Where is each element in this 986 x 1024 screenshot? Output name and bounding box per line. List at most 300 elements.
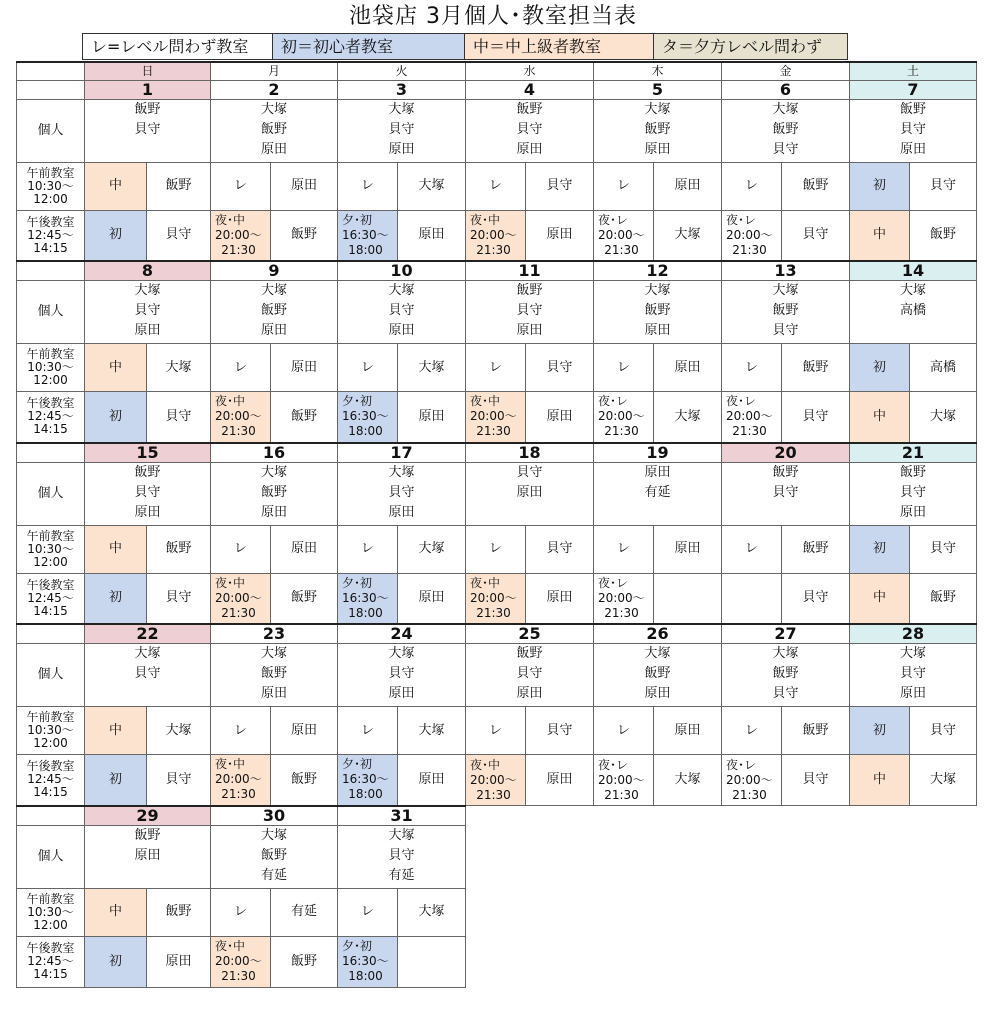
row-label-line: 午前教室 [26, 347, 75, 361]
pm-event-line: 20:00～ [598, 772, 645, 787]
staff-name: 貝守 [516, 121, 543, 137]
pm-staff: 飯野 [271, 755, 338, 806]
personal-staff [466, 644, 594, 707]
pm-level: 初 [85, 936, 147, 987]
staff-name: 原田 [899, 141, 926, 157]
pm-event-line: 夜･中 [215, 212, 246, 227]
am-level: レ [211, 707, 271, 755]
am-level: 中 [85, 888, 147, 936]
personal-staff [466, 99, 594, 162]
pm-event [211, 392, 271, 443]
staff-name: 原田 [644, 141, 671, 157]
staff-name: 原田 [388, 323, 415, 338]
row-label-personal: 個人 [17, 644, 85, 707]
row-label-line: 14:15 [33, 422, 68, 437]
row-label-pm [17, 392, 85, 443]
row-label-line: 午後教室 [26, 396, 75, 411]
pm-event-line: 夕･初 [342, 757, 373, 772]
staff-name: 原田 [388, 686, 415, 701]
pm-event-line: 20:00～ [470, 227, 517, 242]
staff-name: 高橋 [899, 303, 926, 318]
staff-name: 飯野 [772, 303, 799, 318]
am-staff: 大塚 [147, 344, 211, 392]
personal-staff [722, 281, 850, 344]
pm-event-line: 21:30 [221, 242, 256, 257]
empty-cell [594, 936, 722, 987]
date-number: 25 [466, 624, 594, 644]
staff-name: 飯野 [134, 464, 161, 480]
am-level: 中 [85, 344, 147, 392]
am-staff: 原田 [654, 162, 722, 210]
date-number: 11 [466, 261, 594, 281]
row-label-line: 12:00 [33, 736, 68, 750]
am-staff: 飯野 [782, 707, 850, 755]
personal-staff [85, 281, 211, 344]
pm-event-line: 20:00～ [215, 227, 262, 242]
personal-staff [594, 99, 722, 162]
empty-cell [850, 806, 977, 826]
row-label-line: 午前教室 [26, 528, 75, 543]
row-label-line: 14:15 [33, 785, 68, 800]
pm-event-line: 夜･中 [215, 757, 246, 772]
am-staff: 大塚 [398, 707, 466, 755]
pm-event-line: 21:30 [221, 969, 256, 983]
am-level: レ [338, 162, 398, 210]
row-label-personal: 個人 [17, 99, 85, 162]
am-staff: 大塚 [147, 707, 211, 755]
empty-cell [466, 825, 594, 888]
am-staff: 原田 [654, 525, 722, 573]
am-staff: 飯野 [147, 525, 211, 573]
pm-event-line: 21:30 [604, 787, 639, 802]
staff-name: 原田 [516, 686, 543, 701]
am-staff: 貝守 [910, 525, 977, 573]
personal-staff [466, 281, 594, 344]
pm-staff: 原田 [398, 210, 466, 261]
staff-name: 飯野 [516, 646, 543, 661]
staff-name: 大塚 [388, 646, 415, 661]
staff-name: 原田 [516, 323, 543, 338]
staff-name: 原田 [388, 504, 415, 520]
am-level: 中 [85, 162, 147, 210]
am-level: レ [594, 707, 654, 755]
staff-name: 原田 [644, 323, 671, 338]
pm-level: 初 [85, 210, 147, 261]
pm-event-line: 20:00～ [215, 954, 262, 968]
am-staff: 高橋 [910, 344, 977, 392]
personal-staff [211, 281, 338, 344]
pm-staff: 飯野 [271, 936, 338, 987]
pm-level: 中 [850, 392, 910, 443]
staff-name: 原田 [134, 504, 161, 520]
staff-name: 原田 [260, 141, 287, 157]
date-number: 31 [338, 806, 466, 826]
am-staff: 原田 [271, 707, 338, 755]
pm-event [466, 210, 526, 261]
pm-event-line: 20:00～ [598, 409, 645, 424]
row-label-line: 午前教室 [26, 891, 75, 906]
pm-staff: 大塚 [910, 755, 977, 806]
staff-name: 大塚 [388, 464, 415, 480]
pm-event-line: 21:30 [732, 787, 767, 802]
pm-staff: 飯野 [910, 210, 977, 261]
pm-staff: 原田 [526, 392, 594, 443]
date-number: 24 [338, 624, 466, 644]
am-level: レ [211, 344, 271, 392]
pm-event-line: 20:00～ [470, 590, 517, 605]
date-number: 28 [850, 624, 977, 644]
pm-event-line: 21:30 [221, 605, 256, 620]
staff-name: 大塚 [772, 646, 799, 661]
staff-name: 貝守 [134, 666, 161, 681]
staff-name: 大塚 [388, 827, 415, 843]
week-label-blank [17, 261, 85, 281]
pm-event-line: 夜･レ [726, 394, 757, 409]
row-label-line: 14:15 [33, 240, 68, 255]
pm-staff: 原田 [398, 755, 466, 806]
empty-cell [722, 888, 850, 936]
staff-name: 原田 [388, 141, 415, 157]
pm-event-line: 20:00～ [598, 227, 645, 242]
pm-staff: 貝守 [782, 573, 850, 624]
date-number: 23 [211, 624, 338, 644]
pm-level: 初 [85, 755, 147, 806]
pm-event [338, 755, 398, 806]
row-label-line: 10:30～ [27, 723, 74, 737]
staff-name: 原田 [134, 847, 161, 863]
am-level: 初 [850, 707, 910, 755]
personal-staff [85, 462, 211, 525]
pm-staff: 貝守 [147, 392, 211, 443]
row-label-line: 12:45～ [27, 227, 74, 242]
personal-staff [85, 825, 211, 888]
pm-event-line: 16:30～ [342, 954, 389, 968]
pm-staff: 原田 [526, 210, 594, 261]
weekday-header: 土 [850, 62, 977, 80]
am-level: レ [722, 707, 782, 755]
row-label-line: 午後教室 [26, 214, 75, 229]
pm-event-line: 夜･中 [470, 757, 501, 772]
pm-staff: 原田 [398, 392, 466, 443]
row-label-line: 12:45～ [27, 772, 74, 787]
pm-staff: 原田 [147, 936, 211, 987]
empty-cell [466, 806, 594, 826]
pm-event [722, 210, 782, 261]
staff-name: 貝守 [772, 484, 799, 500]
date-number: 9 [211, 261, 338, 281]
staff-name: 大塚 [260, 101, 287, 117]
date-number: 8 [85, 261, 211, 281]
pm-event [722, 755, 782, 806]
pm-staff [654, 573, 722, 624]
pm-event [594, 210, 654, 261]
pm-event-line: 夜･レ [726, 757, 757, 772]
personal-staff [850, 99, 977, 162]
pm-event [594, 755, 654, 806]
pm-event-line: 夜･レ [598, 757, 629, 772]
date-number: 30 [211, 806, 338, 826]
am-level: 初 [850, 525, 910, 573]
weekday-header: 月 [211, 62, 338, 80]
pm-event [338, 936, 398, 987]
date-number: 14 [850, 261, 977, 281]
pm-event [338, 573, 398, 624]
staff-name: 貝守 [516, 464, 543, 480]
staff-name: 原田 [644, 686, 671, 701]
pm-level: 中 [850, 210, 910, 261]
legend-advanced: 中＝中上級者教室 [464, 33, 653, 60]
am-level: 初 [850, 162, 910, 210]
staff-name: 貝守 [134, 484, 161, 500]
pm-event-line: 18:00 [348, 424, 383, 439]
staff-name: 飯野 [134, 101, 161, 117]
pm-staff: 貝守 [147, 210, 211, 261]
personal-staff [594, 462, 722, 525]
pm-event-line: 21:30 [221, 787, 256, 802]
pm-event-line: 夜･中 [215, 575, 246, 590]
am-level: 中 [85, 525, 147, 573]
pm-event-line: 21:30 [221, 424, 256, 439]
pm-event-line: 夕･初 [342, 212, 373, 227]
pm-event-line: 夜･中 [470, 212, 501, 227]
pm-event-line: 20:00～ [215, 590, 262, 605]
pm-event-line: 20:00～ [726, 409, 773, 424]
personal-staff [594, 644, 722, 707]
date-number: 1 [85, 80, 211, 99]
legend-level-any: レ=レベル問わず教室 [82, 33, 272, 60]
staff-name: 有延 [644, 484, 671, 500]
pm-staff: 貝守 [782, 392, 850, 443]
date-number: 2 [211, 80, 338, 99]
staff-name: 飯野 [772, 666, 799, 681]
legend [82, 33, 848, 60]
staff-name: 大塚 [899, 283, 926, 298]
am-level: レ [338, 344, 398, 392]
am-staff: 貝守 [526, 525, 594, 573]
am-staff: 大塚 [398, 888, 466, 936]
pm-event-line: 夕･初 [342, 575, 373, 590]
am-level: レ [466, 344, 526, 392]
pm-event-line: 夜･中 [215, 394, 246, 409]
am-level: 中 [85, 707, 147, 755]
am-staff: 大塚 [398, 162, 466, 210]
pm-event [466, 755, 526, 806]
row-label-line: 10:30～ [27, 360, 74, 374]
staff-name: 原田 [516, 141, 543, 157]
pm-staff: 原田 [526, 755, 594, 806]
staff-name: 大塚 [260, 283, 287, 298]
row-label-line: 14:15 [33, 603, 68, 618]
empty-cell [722, 936, 850, 987]
am-level: レ [338, 707, 398, 755]
date-number: 18 [466, 443, 594, 463]
personal-staff [466, 462, 594, 525]
date-number: 26 [594, 624, 722, 644]
am-staff: 貝守 [910, 162, 977, 210]
pm-staff: 飯野 [271, 210, 338, 261]
staff-name: 貝守 [388, 666, 415, 681]
pm-level: 中 [850, 573, 910, 624]
staff-name: 飯野 [260, 303, 287, 318]
pm-level [722, 573, 782, 624]
personal-staff [850, 644, 977, 707]
row-label-pm [17, 210, 85, 261]
row-label-line: 10:30～ [27, 178, 74, 193]
pm-staff: 飯野 [910, 573, 977, 624]
pm-event-line: 20:00～ [726, 227, 773, 242]
personal-staff [211, 99, 338, 162]
pm-event-line: 16:30～ [342, 409, 389, 424]
staff-name: 貝守 [388, 847, 415, 863]
staff-name: 貝守 [516, 303, 543, 318]
staff-name: 大塚 [134, 283, 161, 298]
staff-name: 飯野 [260, 121, 287, 137]
am-staff: 飯野 [782, 344, 850, 392]
date-number: 29 [85, 806, 211, 826]
pm-staff: 飯野 [271, 573, 338, 624]
date-number: 19 [594, 443, 722, 463]
page-title: 池袋店 3月個人･教室担当表 [349, 4, 637, 29]
personal-staff [722, 462, 850, 525]
personal-staff [211, 825, 338, 888]
row-label-line: 10:30～ [27, 904, 74, 919]
pm-event-line: 夜･レ [598, 394, 629, 409]
staff-name: 飯野 [260, 666, 287, 681]
staff-name: 大塚 [260, 464, 287, 480]
empty-cell [466, 936, 594, 987]
empty-cell [466, 888, 594, 936]
personal-staff [850, 462, 977, 525]
empty-cell [722, 806, 850, 826]
staff-name: 原田 [260, 504, 287, 520]
staff-name: 原田 [516, 484, 543, 500]
date-number: 10 [338, 261, 466, 281]
am-staff: 原田 [654, 344, 722, 392]
personal-staff [722, 99, 850, 162]
am-staff: 原田 [271, 525, 338, 573]
pm-staff: 貝守 [782, 210, 850, 261]
am-level: レ [594, 162, 654, 210]
staff-name: 大塚 [260, 827, 287, 843]
pm-event-line: 夕･初 [342, 939, 373, 953]
am-staff: 原田 [271, 344, 338, 392]
am-staff: 飯野 [782, 525, 850, 573]
pm-event-line: 20:00～ [470, 772, 517, 787]
pm-event [594, 573, 654, 624]
pm-event-line: 夜･中 [215, 939, 246, 953]
staff-name: 大塚 [388, 101, 415, 117]
staff-name: 貝守 [899, 121, 926, 137]
empty-cell [594, 888, 722, 936]
weekday-header: 水 [466, 62, 594, 80]
personal-staff [211, 462, 338, 525]
pm-staff: 原田 [398, 573, 466, 624]
staff-name: 飯野 [644, 121, 671, 137]
staff-name: 貝守 [772, 686, 799, 701]
pm-event [722, 392, 782, 443]
staff-name: 大塚 [260, 646, 287, 661]
staff-name: 原田 [899, 686, 926, 701]
pm-event-line: 21:30 [476, 424, 511, 439]
personal-staff [338, 825, 466, 888]
date-number: 4 [466, 80, 594, 99]
pm-staff: 大塚 [654, 210, 722, 261]
pm-event-line: 21:30 [476, 787, 511, 802]
date-number: 5 [594, 80, 722, 99]
date-number: 20 [722, 443, 850, 463]
am-level: レ [594, 344, 654, 392]
staff-name: 大塚 [134, 646, 161, 661]
am-level: レ [338, 888, 398, 936]
pm-level: 中 [850, 755, 910, 806]
pm-event-line: 夜･中 [470, 575, 501, 590]
am-staff: 大塚 [398, 525, 466, 573]
row-label-am [17, 525, 85, 573]
date-number: 27 [722, 624, 850, 644]
date-number: 13 [722, 261, 850, 281]
am-staff: 貝守 [526, 344, 594, 392]
staff-name: 貝守 [388, 121, 415, 137]
pm-event-line: 夜･レ [598, 575, 629, 590]
row-label-personal: 個人 [17, 462, 85, 525]
pm-event-line: 21:30 [476, 605, 511, 620]
pm-event-line: 夜･中 [470, 394, 501, 409]
staff-name: 飯野 [516, 101, 543, 117]
row-label-pm [17, 936, 85, 987]
pm-staff: 貝守 [147, 573, 211, 624]
staff-name: 貝守 [388, 303, 415, 318]
pm-event-line: 18:00 [348, 787, 383, 802]
date-number: 17 [338, 443, 466, 463]
row-label-line: 14:15 [33, 967, 68, 981]
personal-staff [850, 281, 977, 344]
staff-name: 貝守 [899, 666, 926, 681]
date-number: 15 [85, 443, 211, 463]
pm-event-line: 夜･レ [726, 212, 757, 227]
am-staff: 飯野 [147, 162, 211, 210]
pm-event-line: 21:30 [732, 242, 767, 257]
row-label-line: 12:00 [33, 554, 68, 569]
pm-event-line: 20:00～ [215, 772, 262, 787]
row-label-pm [17, 573, 85, 624]
date-number: 21 [850, 443, 977, 463]
am-level: レ [211, 525, 271, 573]
week-label-blank [17, 624, 85, 644]
am-level: レ [466, 525, 526, 573]
staff-name: 飯野 [260, 847, 287, 863]
pm-staff: 貝守 [782, 755, 850, 806]
personal-staff [85, 644, 211, 707]
corner-cell [17, 62, 85, 80]
pm-event-line: 16:30～ [342, 227, 389, 242]
row-label-pm [17, 755, 85, 806]
row-label-line: 午後教室 [26, 577, 75, 592]
row-label-am [17, 162, 85, 210]
pm-event [466, 392, 526, 443]
staff-name: 大塚 [644, 283, 671, 298]
row-label-am [17, 707, 85, 755]
legend-beginner: 初＝初心者教室 [272, 33, 464, 60]
date-number: 3 [338, 80, 466, 99]
legend-evening: タ＝夕方レベル問わず [653, 33, 848, 60]
week-label-blank [17, 443, 85, 463]
pm-event-line: 夕･初 [342, 394, 373, 409]
empty-cell [850, 825, 977, 888]
weekday-header: 金 [722, 62, 850, 80]
pm-event-line: 20:00～ [470, 409, 517, 424]
staff-name: 大塚 [899, 646, 926, 661]
pm-event-line: 21:30 [732, 424, 767, 439]
